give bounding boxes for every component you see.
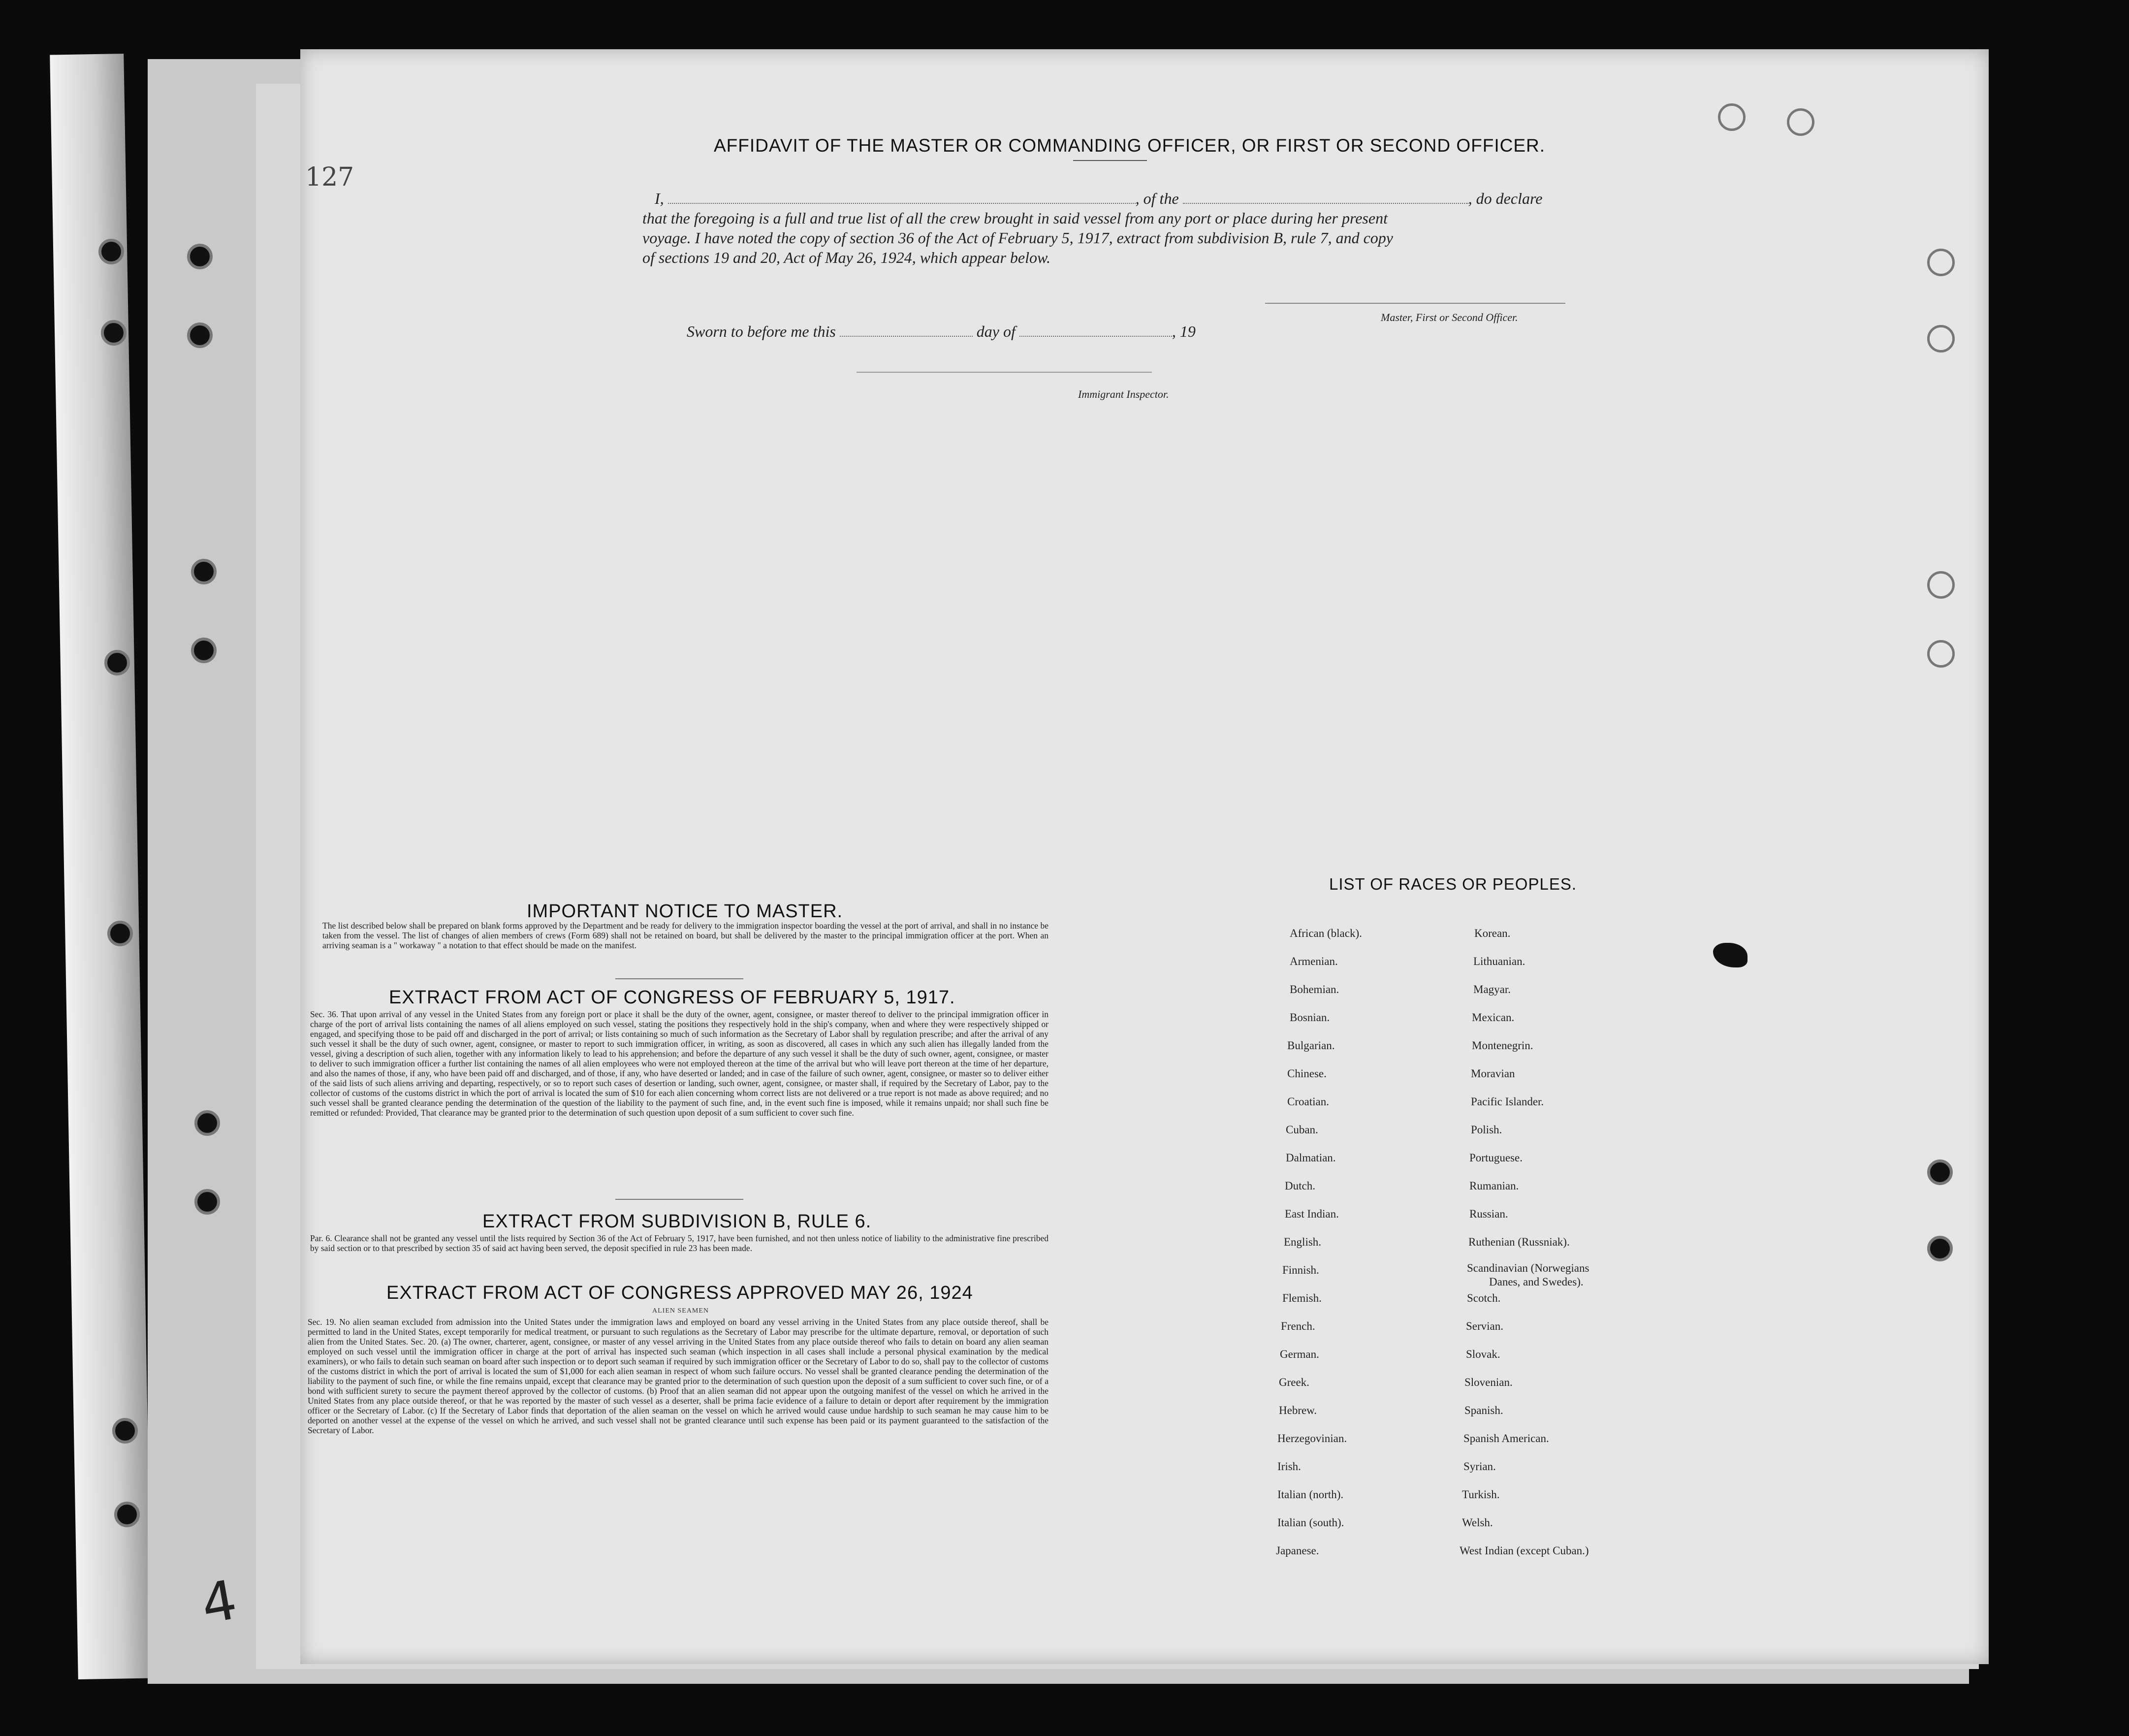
notice-rule [615, 978, 743, 979]
punch-ring [1927, 571, 1955, 599]
race-item: Moravian [1471, 1067, 1515, 1080]
subdivision-b-text: Par. 6. Clearance shall not be granted any vessel until the lists required by Section 36 of the Act of February 5, 1917, have been furnished, and not then unless notice of liability to the administrative fine prescribed by said section or to that prescribed by section 35 of said act having been served, the deposit specified in rule 23 has been made. [310, 1233, 1049, 1253]
punch-hole [187, 244, 213, 269]
race-item: Polish. [1471, 1124, 1502, 1136]
notice-text: The list described below shall be prepared on blank forms approved by the Department and be ready for delivery to the immigration inspector boarding the vessel at the port of arrival, and shall in no instance be taken from the vessel. The list of changes of alien members of crews (Form 689) shall not be retained on board, but shall be delivered by the master to the principal immigration officer at the port. When an arriving seaman is a " workaway " a notation to that effect should be made on the manifest. [322, 921, 1049, 950]
race-item: Cuban. [1286, 1124, 1318, 1136]
binder-hole [101, 320, 127, 346]
race-item: Spanish American. [1463, 1432, 1549, 1445]
race-item: Japanese. [1276, 1544, 1319, 1557]
sworn-before: Sworn to before me this [687, 322, 836, 340]
binder-hole [98, 239, 124, 264]
affidavit-title: AFFIDAVIT OF THE MASTER OR COMMANDING OFFICER, OR FIRST OR SECOND OFFICER. [714, 135, 1546, 156]
affidavit-of-the: , of the [1135, 190, 1179, 207]
inspector-signature-line [857, 372, 1152, 373]
affidavit-line-2: that the foregoing is a full and true list of all the crew brought in said vessel from any port or place during her present [642, 209, 1388, 227]
handwritten-page-number: 127 [305, 162, 354, 192]
binder-hole [104, 650, 130, 675]
race-item: Lithuanian. [1473, 955, 1525, 967]
race-item: Flemish. [1282, 1292, 1322, 1304]
race-item: West Indian (except Cuban.) [1460, 1544, 1589, 1557]
punch-hole [191, 638, 217, 663]
race-item: Bulgarian. [1287, 1039, 1335, 1052]
race-item: Chinese. [1287, 1067, 1327, 1080]
race-item: Welsh. [1462, 1516, 1493, 1529]
punch-hole [191, 559, 217, 584]
month-blank [1019, 336, 1172, 337]
race-item: Turkish. [1462, 1488, 1500, 1501]
signature-line [1265, 303, 1565, 304]
race-item: English. [1284, 1236, 1322, 1248]
extract-1917-rule [615, 1199, 743, 1200]
race-item: Dalmatian. [1286, 1152, 1336, 1164]
punch-ring [1927, 325, 1955, 353]
punch-hole [1927, 1236, 1953, 1261]
race-item: Finnish. [1282, 1264, 1319, 1276]
sworn-line [687, 322, 1196, 341]
punch-hole [194, 1110, 220, 1136]
extract-1924-heading: EXTRACT FROM ACT OF CONGRESS APPROVED MAY 26, 1924 [386, 1283, 973, 1303]
race-item: Ruthenian (Russniak). [1468, 1236, 1570, 1248]
affidavit-do-declare: , do declare [1468, 190, 1543, 207]
punch-hole [194, 1189, 220, 1215]
race-item: Magyar. [1473, 983, 1511, 996]
race-item: Irish. [1277, 1460, 1301, 1473]
alien-seamen-subheading: ALIEN SEAMEN [652, 1307, 709, 1315]
day-blank [840, 336, 973, 337]
binder-hole [107, 921, 133, 946]
race-item: Spanish. [1464, 1404, 1503, 1416]
race-item: East Indian. [1285, 1208, 1339, 1220]
punch-hole [1927, 1159, 1953, 1185]
race-item: Croatian. [1287, 1095, 1329, 1108]
race-item: Dutch. [1285, 1180, 1315, 1192]
race-item: Korean. [1474, 927, 1511, 939]
binder-hole [112, 1418, 138, 1444]
race-item: Italian (south). [1277, 1516, 1344, 1529]
vessel-blank [1183, 203, 1468, 204]
punch-ring [1927, 640, 1955, 668]
race-item: Russian. [1469, 1208, 1508, 1220]
affidavit-line-1 [655, 190, 1542, 208]
race-item: Portuguese. [1469, 1152, 1523, 1164]
punch-hole [187, 322, 213, 348]
extract-1917-text: Sec. 36. That upon arrival of any vessel in the United States from any foreign port or place it shall be the duty of the owner, agent, consignee, or master thereof to deliver to the principal immigration officer in charge of the port of arrival lists containing the names of all aliens employed on such vessel, stating the positions they respectively hold in the ship's company, when and where they were respectively shipped or engaged, and specifying those to be paid off and discharged in the port of arrival; or lists containing so much of such information as the Secretary of Labor shall by regulation prescribe; and after the arrival of any such vessel it shall be the duty of such owner, agent, consignee, or master to report to such immigration officer, in writing, as soon as discovered, all cases in which any such alien has illegally landed from the vessel, giving a description of such alien, together with any information likely to lead to his apprehension; and before the departure of any such vessel it shall be the duty of such owner, agent, consignee, or master to deliver to such immigration officer a further list containing the names of all alien employees who were not employed thereon at the time of the arrival but who will leave port thereon at the time of her departure, and also the names of those, if any, who have been paid off and discharged, and of those, if any, who have deserted or landed; and in case of the failure of such owner, agent, consignee, or master so to deliver either of the said lists of such aliens arriving and departing, respectively, or so to report such cases of desertion or landing, such owner, agent, consignee, or master shall, if required by the Secretary of Labor, pay to the collector of customs of the customs district in which the port of arrival is located the sum of $10 for each alien concerning whom correct lists are not delivered or a true report is not made as above required; and no such vessel shall be granted clearance pending the determination of the question of the liability to the payment of such fine, and, in the event such fine is imposed, while it remains unpaid; nor shall such fine be remitted or refunded: Provided, That clearance may be granted prior to the determination of such question upon deposit of a sum sufficient to cover such fine. [310, 1009, 1049, 1118]
handwritten-mark: 4 [196, 1568, 242, 1637]
notice-heading: IMPORTANT NOTICE TO MASTER. [527, 901, 843, 922]
punch-ring [1718, 103, 1746, 131]
race-item: Scandinavian (Norwegians [1467, 1262, 1589, 1274]
race-item: Bosnian. [1290, 1011, 1330, 1024]
races-heading: LIST OF RACES OR PEOPLES. [1329, 875, 1577, 893]
race-item: Italian (north). [1277, 1488, 1344, 1501]
binder-hole [114, 1502, 140, 1527]
race-item: Servian. [1466, 1320, 1504, 1332]
race-item: Hebrew. [1279, 1404, 1317, 1416]
subdivision-b-heading: EXTRACT FROM SUBDIVISION B, RULE 6. [482, 1211, 872, 1232]
affidavit-i: I, [655, 190, 664, 207]
extract-1924-text: Sec. 19. No alien seaman excluded from admission into the United States under the immigration laws and employed on board any vessel arriving in the United States from any place outside thereof, shall be permitted to land in the United States, except temporarily for medical treatment, or pursuant to such regulations as the Secretary of Labor may prescribe for the ultimate departure, removal, or deportation of such alien from the United States. Sec. 20. (a) The owner, charterer, agent, consignee, or master of any vessel arriving in the United States from any place outside thereof who fails to detain on board any alien seaman employed on such vessel until the immigration officer in charge at the port of arrival has inspected such seaman (which inspection in all cases shall include a personal physical examination by the medical examiners), or who fails to detain such seaman on board after such inspection or to deport such seaman if required by such immigration officer or the Secretary of Labor to do so, shall pay to the collector of customs of the customs district in which the port of arrival is located the sum of $1,000 for each alien seaman in respect of whom such failure occurs. No vessel shall be granted clearance pending the determination of the liability to the payment of such fine, or while the fine remains unpaid, except that clearance may be granted prior to the determination of such question upon the deposit of a sum sufficient to cover such fine, or of a bond with sufficient surety to secure the payment thereof approved by the collector of customs. (b) Proof that an alien seaman did not appear upon the outgoing manifest of the vessel on which he arrived in the United States from any place outside thereof, or that he was reported by the master of such vessel as a deserter, shall be prima facie evidence of a failure to detain or deport after requirement by the immigration officer or the Secretary of Labor. (c) If the Secretary of Labor finds that deportation of the alien seaman on the vessel on which he arrived would cause undue hardship to such seaman he may cause him to be deported on another vessel at the expense of the vessel on which he arrived, and such vessel shall not be granted clearance until such expense has been paid or its payment guaranteed to the satisfaction of the Secretary of Labor. [308, 1317, 1049, 1435]
name-blank [668, 203, 1136, 204]
race-item: Rumanian. [1469, 1180, 1519, 1192]
affidavit-line-4: of sections 19 and 20, Act of May 26, 1924, which appear below. [642, 249, 1050, 266]
race-item: Greek. [1279, 1376, 1309, 1388]
race-item: Slovenian. [1464, 1376, 1513, 1388]
race-item: Slovak. [1466, 1348, 1500, 1360]
race-item: German. [1280, 1348, 1319, 1360]
race-item: Mexican. [1472, 1011, 1515, 1024]
race-item: Syrian. [1463, 1460, 1496, 1473]
race-item: Pacific Islander. [1471, 1095, 1544, 1108]
title-rule [1073, 160, 1147, 161]
race-item: Armenian. [1290, 955, 1338, 967]
race-item: Montenegrin. [1472, 1039, 1533, 1052]
day-of: day of [976, 322, 1016, 340]
race-item: Herzegovinian. [1277, 1432, 1347, 1445]
race-item: French. [1281, 1320, 1315, 1332]
year-prefix: , 19 [1172, 322, 1196, 340]
punch-ring [1787, 108, 1814, 136]
extract-1917-heading: EXTRACT FROM ACT OF CONGRESS OF FEBRUARY 5, 1917. [389, 987, 955, 1008]
race-item: African (black). [1290, 927, 1362, 939]
race-item: Danes, and Swedes). [1489, 1276, 1584, 1288]
race-item: Scotch. [1467, 1292, 1501, 1304]
affidavit-line-3: voyage. I have noted the copy of section 36 of the Act of February 5, 1917, extract from subdivision B, rule 7, and copy [642, 229, 1393, 247]
inspector-caption: Immigrant Inspector. [1078, 388, 1169, 400]
punch-ring [1927, 249, 1955, 276]
signature-caption: Master, First or Second Officer. [1381, 311, 1518, 323]
race-item: Bohemian. [1290, 983, 1339, 996]
